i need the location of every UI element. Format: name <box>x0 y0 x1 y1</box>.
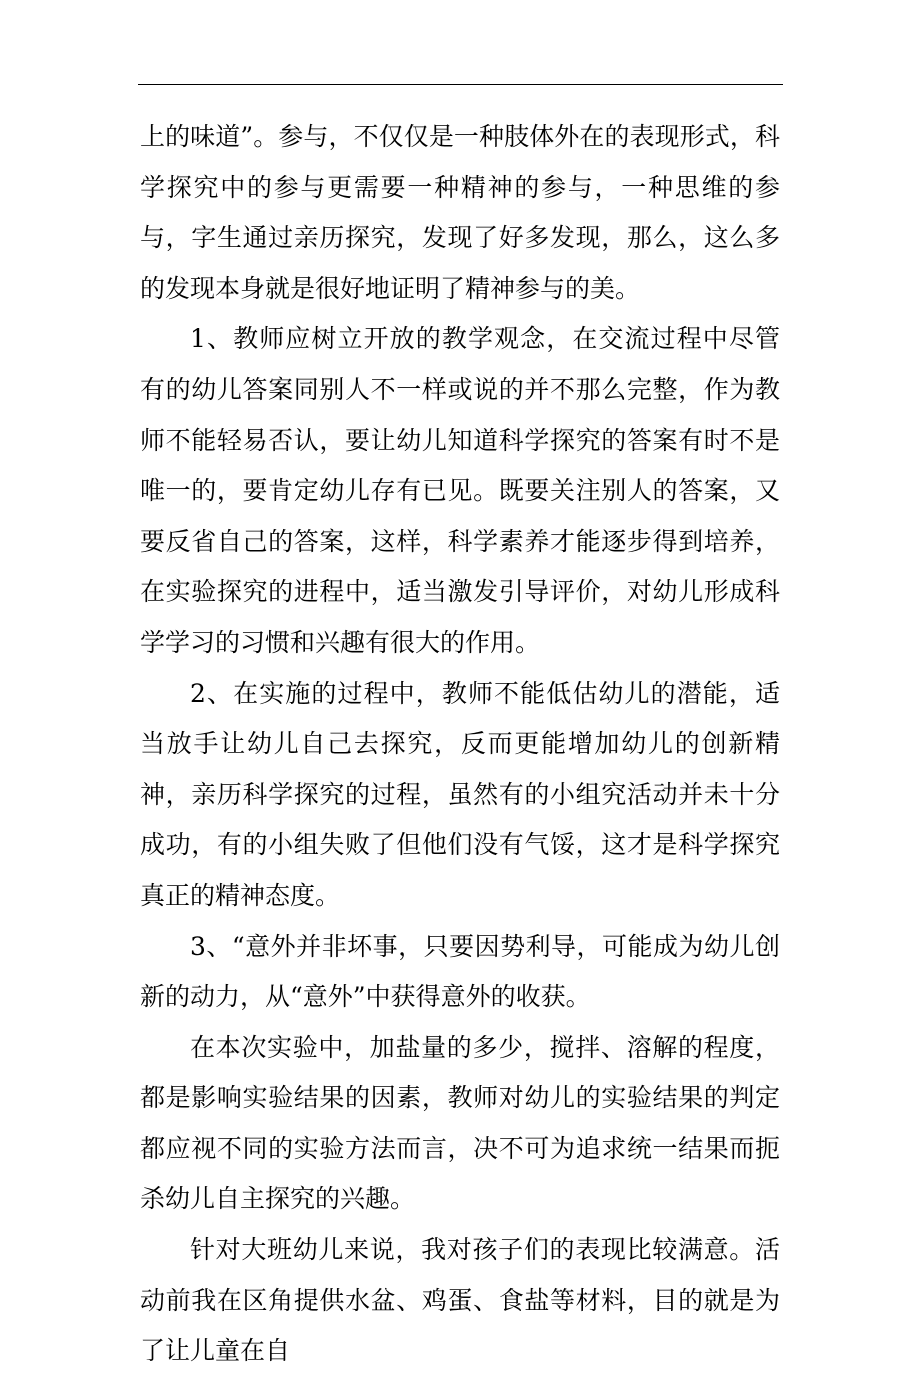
paragraph-continuation: 上的味道”。参与，不仅仅是一种肢体外在的表现形式，科学探究中的参与更需要一种精神的参与，一种思维的参与，字生通过亲历探究，发现了好多发现，那么，这么多的发现本身就是很好地证明了精神参与的美。 <box>140 122 780 303</box>
paragraph-point-2: 2、在实施的过程中，教师不能低估幼儿的潜能，适当放手让幼儿自己去探究，反而更能增加幼儿的创新精神，亲历科学探究的过程，虽然有的小组究活动并未十分成功，有的小组失败了但他们没有气馁，这才是科学探究真正的精神态度。 <box>140 678 780 910</box>
paragraph-reflection: 针对大班幼儿来说，我对孩子们的表现比较满意。活动前我在区角提供水盆、鸡蛋、食盐等材料，目的就是为了让儿童在自 <box>140 1235 780 1366</box>
paragraph-experiment: 在本次实验中，加盐量的多少，搅拌、溶解的程度，都是影响实验结果的因素，教师对幼儿的实验结果的判定都应视不同的实验方法而言，决不可为追求统一结果而扼杀幼儿自主探究的兴趣。 <box>140 1032 780 1214</box>
paragraph-point-1: 1、教师应树立开放的教学观念，在交流过程中尽管有的幼儿答案同别人不一样或说的并不那么完整，作为教师不能轻易否认，要让幼儿知道科学探究的答案有时不是唯一的，要肯定幼儿存有已见。既要关注别人的答案，又要反省自己的答案，这样，科学素养才能逐步得到培养，在实验探究的进程中，适当激发引导评价，对幼儿形成科学学习的习惯和兴趣有很大的作用。 <box>140 324 780 657</box>
paragraph-point-3: 3、“意外并非坏事，只要因势利导，可能成为幼儿创新的动力，从“意外”中获得意外的收获。 <box>140 931 780 1012</box>
document-body <box>140 112 780 1377</box>
header-rule <box>138 84 783 85</box>
